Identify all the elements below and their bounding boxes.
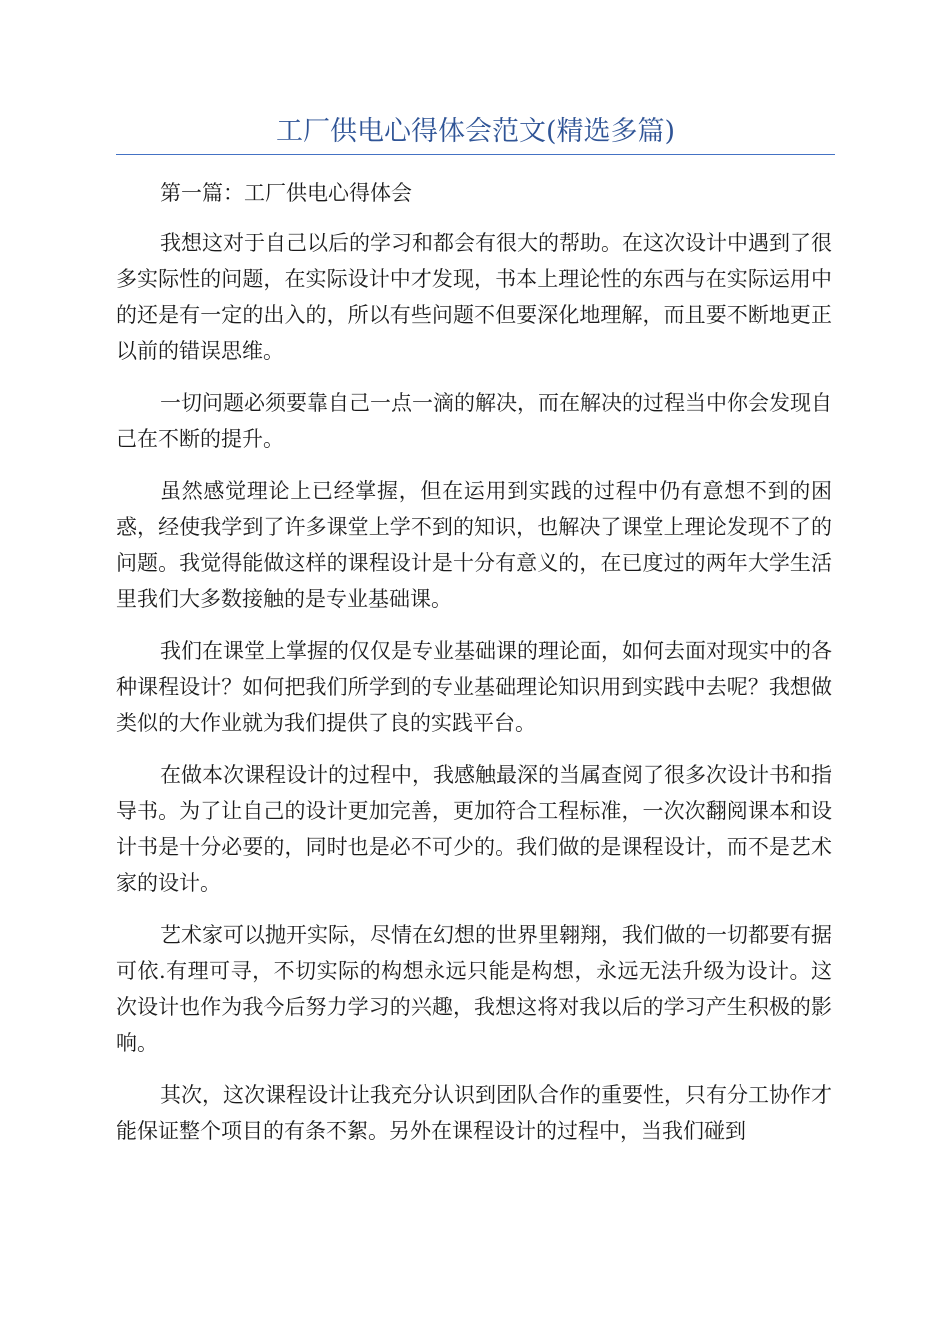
title-underline [116,154,835,155]
paragraph: 我想这对于自己以后的学习和都会有很大的帮助。在这次设计中遇到了很多实际性的问题，在实际设计中才发现，书本上理论性的东西与在实际运用中的还是有一定的出入的，所以有些问题不但要深化地理解，而且要不断地更正以前的错误思维。 [116,231,832,363]
section-heading: 第一篇：工厂供电心得体会 [160,181,412,205]
paragraph: 其次，这次课程设计让我充分认识到团队合作的重要性，只有分工协作才能保证整个项目的有条不絮。另外在课程设计的过程中，当我们碰到 [116,1083,832,1143]
paragraph: 一切问题必须要靠自己一点一滴的解决，而在解决的过程当中你会发现自己在不断的提升。 [116,391,832,451]
paragraph: 在做本次课程设计的过程中，我感触最深的当属查阅了很多次设计书和指导书。为了让自己的设计更加完善，更加符合工程标准，一次次翻阅课本和设计书是十分必要的，同时也是必不可少的。我们做的是课程设计，而不是艺术家的设计。 [116,763,832,895]
paragraph: 我们在课堂上掌握的仅仅是专业基础课的理论面，如何去面对现实中的各种课程设计？如何把我们所学到的专业基础理论知识用到实践中去呢？我想做类似的大作业就为我们提供了良的实践平台。 [116,639,832,735]
paragraph: 虽然感觉理论上已经掌握，但在运用到实践的过程中仍有意想不到的困惑，经使我学到了许多课堂上学不到的知识，也解决了课堂上理论发现不了的问题。我觉得能做这样的课程设计是十分有意义的，在已度过的两年大学生活里我们大多数接触的是专业基础课。 [116,479,832,611]
paragraph: 艺术家可以抛开实际，尽情在幻想的世界里翱翔，我们做的一切都要有据可依.有理可寻，不切实际的构想永远只能是构想，永远无法升级为设计。这次设计也作为我今后努力学习的兴趣，我想这将对我以后的学习产生积极的影响。 [116,923,832,1055]
document-title: 工厂供电心得体会范文(精选多篇) [275,116,676,147]
document-body [116,175,832,1165]
